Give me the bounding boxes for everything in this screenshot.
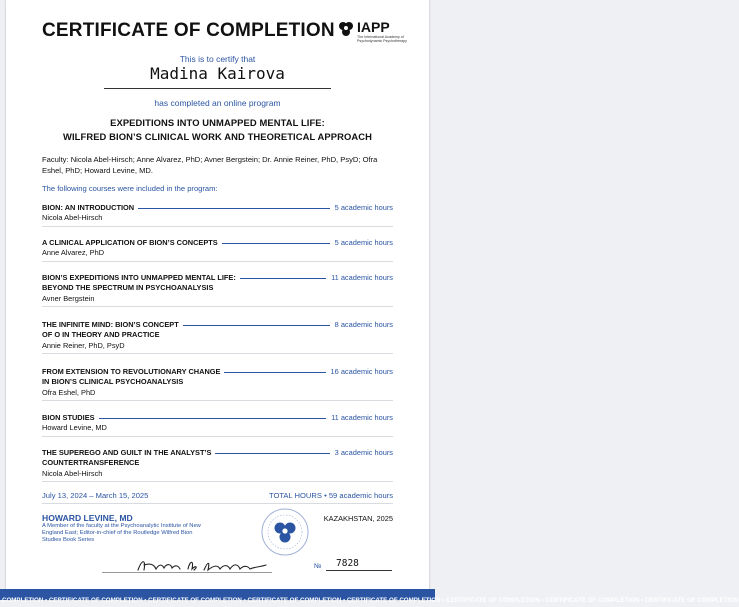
course-title [42, 320, 179, 340]
certificate-number-label: № [314, 563, 322, 570]
course-title [42, 203, 134, 213]
course-divider [42, 481, 393, 482]
certificate-sheet [6, 0, 429, 600]
course-hours: 3 academic hours [334, 448, 393, 457]
director-description: A Member of the faculty at the Psychoanalytic Institute of New England East; Editor-in-chief of the Routledge Wilfred Bion Studies Book Series [42, 523, 201, 543]
program-title-line1: EXPEDITIONS INTO UNMAPPED MENTAL LIFE: [110, 117, 325, 128]
director-name: HOWARD LEVINE, MD [42, 513, 133, 523]
course-teacher: Annie Reiner, PhD, PsyD [42, 341, 125, 350]
course-title-line1: FROM EXTENSION TO REVOLUTIONARY CHANGE [42, 367, 221, 376]
course-teacher: Avner Bergstein [42, 294, 95, 303]
certificate-number: 7828 [336, 558, 359, 569]
course-title [42, 238, 218, 248]
program-title [6, 116, 429, 144]
course-leader-line [138, 208, 330, 209]
course-title [42, 367, 220, 387]
course-title-line2: OF O IN THEORY AND PRACTICE [42, 330, 160, 339]
total-hours: TOTAL HOURS • 59 academic hours [268, 491, 393, 500]
course-title-line2: BEYOND THE SPECTRUM IN PSYCHOANALYSIS [42, 283, 214, 292]
faculty-list: Faculty: Nicola Abel-Hirsch; Anne Alvarez, PhD; Avner Bergstein; Dr. Annie Reiner, PhD, PsyD; Ofra Eshel, PhD; Howard Levine, MD. [42, 155, 378, 175]
logo-subtitle: The International Academy of Psychodynamic Psychotherapy [357, 35, 407, 44]
course-title [42, 413, 95, 423]
completed-text: has completed an online program [154, 98, 281, 108]
program-title-line2: WILFRED BION’S CLINICAL WORK AND THEORETICAL APPROACH [63, 131, 372, 142]
course-divider [42, 353, 393, 354]
program-dates: July 13, 2024 – March 15, 2025 [42, 491, 149, 500]
course-divider [42, 400, 393, 401]
recipient-underline [104, 88, 331, 89]
course-hours: 5 academic hours [334, 238, 393, 247]
course-divider [42, 261, 393, 262]
course-hours: 8 academic hours [334, 320, 393, 329]
course-title-line1: BION’S EXPEDITIONS INTO UNMAPPED MENTAL LIFE: [42, 273, 236, 282]
course-leader-line [222, 243, 330, 244]
course-leader-line [224, 372, 325, 373]
course-title [42, 448, 211, 468]
iapp-logo [338, 19, 406, 49]
course-title-line2: IN BION’S CLINICAL PSYCHOANALYSIS [42, 377, 184, 386]
course-title-line1: BION: AN INTRODUCTION [42, 203, 135, 212]
course-teacher: Anne Alvarez, PhD [42, 248, 105, 257]
certify-text: This is to certify that [179, 54, 256, 64]
course-teacher: Howard Levine, MD [42, 423, 107, 432]
course-title [42, 273, 236, 293]
course-divider [42, 226, 393, 227]
course-hours: 5 academic hours [334, 203, 393, 212]
course-title-line1: A CLINICAL APPLICATION OF BION’S CONCEPTS [42, 238, 218, 247]
footer-band [0, 589, 739, 604]
course-hours: 11 academic hours [331, 413, 393, 422]
course-divider [42, 306, 393, 307]
academy-seal-icon [260, 507, 310, 557]
signature-line [102, 572, 272, 573]
course-title-line1: THE INFINITE MIND: BION’S CONCEPT [42, 320, 179, 329]
place-year: KAZAKHSTAN, 2025 [323, 514, 393, 523]
course-title-line2: COUNTERTRANSFERENCE [42, 458, 140, 467]
course-leader-line [215, 453, 329, 454]
course-title-line1: THE SUPEREGO AND GUILT IN THE ANALYST’S [42, 448, 212, 457]
course-divider [42, 436, 393, 437]
footer-band-text: COMPLETION • CERTIFICATE OF COMPLETION • CERTIFICATE OF COMPLETION • CERTIFICATE OF COMPLETION • CERTIFICATE OF COMPLETION • CERTIFICATE OF COMPLETION • CERTIFICATE OF COMPLETION • CERTIFICATE OF COMPLETION [2, 597, 739, 604]
course-leader-line [240, 278, 326, 279]
iapp-logo-icon [338, 21, 354, 37]
course-teacher: Nicola Abel-Hirsch [42, 213, 103, 222]
course-title-line1: BION STUDIES [42, 413, 95, 422]
course-leader-line [99, 418, 327, 419]
logo-name: IAPP [357, 19, 390, 35]
course-teacher: Ofra Eshel, PhD [42, 388, 96, 397]
certificate-title: CERTIFICATE OF COMPLETION [42, 20, 335, 41]
certificate-number-underline [326, 570, 392, 571]
divider [42, 503, 393, 504]
courses-intro: The following courses were included in the program: [42, 184, 218, 193]
recipient-name: Madina Kairova [150, 64, 285, 83]
course-hours: 11 academic hours [331, 273, 393, 282]
course-leader-line [183, 325, 330, 326]
course-teacher: Nicola Abel-Hirsch [42, 469, 103, 478]
course-hours: 16 academic hours [330, 367, 393, 376]
